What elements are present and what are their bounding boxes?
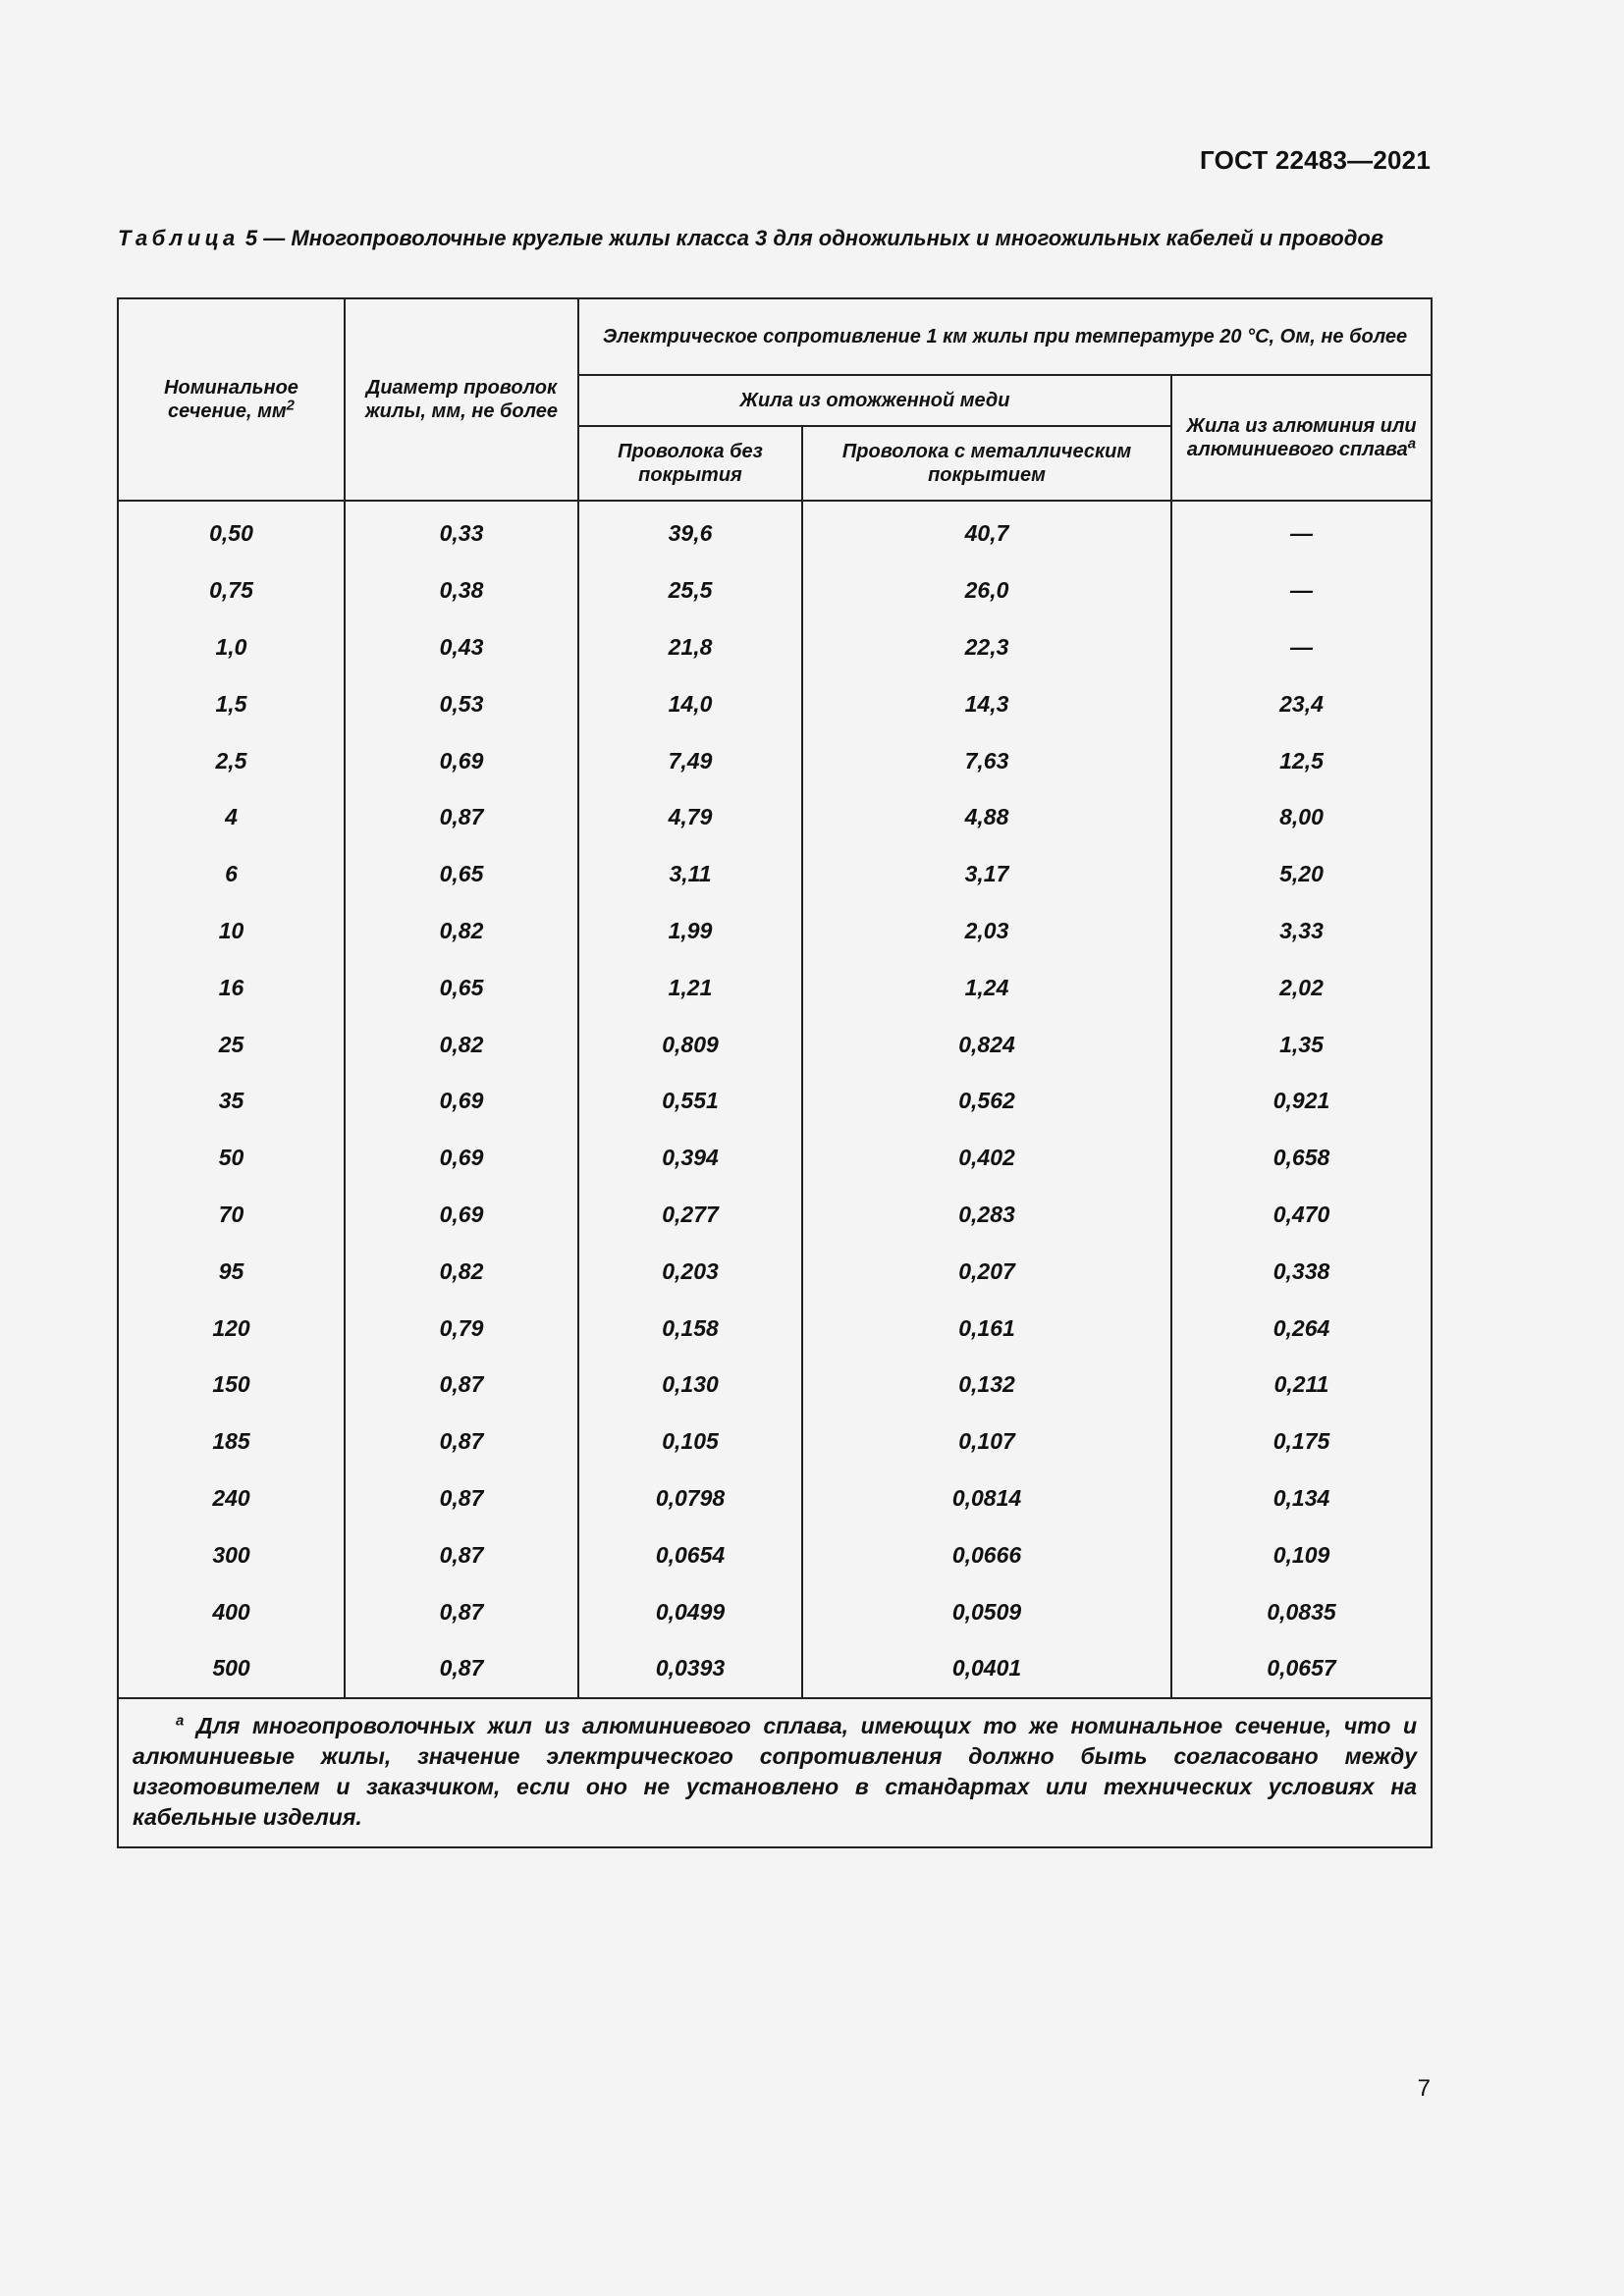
cell-plain-wire: 14,0 xyxy=(578,675,802,732)
cell-coated-wire: 2,03 xyxy=(802,903,1171,960)
cell-nominal-section: 400 xyxy=(118,1583,345,1640)
cell-coated-wire: 40,7 xyxy=(802,501,1171,562)
page-number: 7 xyxy=(1417,2075,1431,2102)
cell-aluminium: 0,470 xyxy=(1171,1187,1432,1244)
header-coated-wire: Проволока с металлическим покрытием xyxy=(802,426,1171,501)
table-row xyxy=(118,1357,1432,1414)
cell-aluminium: 23,4 xyxy=(1171,675,1432,732)
header-annealed-copper: Жила из отожженной меди xyxy=(578,375,1171,426)
cell-wire-diameter: 0,87 xyxy=(345,1414,578,1470)
cell-plain-wire: 1,21 xyxy=(578,959,802,1016)
cell-wire-diameter: 0,82 xyxy=(345,903,578,960)
cell-plain-wire: 0,394 xyxy=(578,1130,802,1187)
cell-coated-wire: 0,207 xyxy=(802,1243,1171,1300)
cell-coated-wire: 0,283 xyxy=(802,1187,1171,1244)
cell-wire-diameter: 0,82 xyxy=(345,1016,578,1073)
cell-aluminium: 1,35 xyxy=(1171,1016,1432,1073)
cell-coated-wire: 0,0509 xyxy=(802,1583,1171,1640)
cell-plain-wire: 0,130 xyxy=(578,1357,802,1414)
table-row xyxy=(118,846,1432,903)
cell-nominal-section: 120 xyxy=(118,1300,345,1357)
table-caption xyxy=(118,224,1432,252)
table-row xyxy=(118,1187,1432,1244)
cell-wire-diameter: 0,82 xyxy=(345,1243,578,1300)
header-wire-diameter: Диаметр проволок жилы, мм, не более xyxy=(345,298,578,501)
cell-coated-wire: 7,63 xyxy=(802,732,1171,789)
table-row xyxy=(118,1470,1432,1527)
cell-coated-wire: 0,402 xyxy=(802,1130,1171,1187)
cell-aluminium: 8,00 xyxy=(1171,789,1432,846)
cell-wire-diameter: 0,69 xyxy=(345,1073,578,1130)
cell-coated-wire: 0,0814 xyxy=(802,1470,1171,1527)
table-row xyxy=(118,562,1432,619)
table-row xyxy=(118,675,1432,732)
table-row xyxy=(118,619,1432,676)
cell-nominal-section: 1,5 xyxy=(118,675,345,732)
cell-plain-wire: 0,809 xyxy=(578,1016,802,1073)
cell-plain-wire: 25,5 xyxy=(578,562,802,619)
caption-text: — Многопроволочные круглые жилы класса 3 для одножильных и многожильных кабелей и проводов xyxy=(263,226,1384,250)
cell-aluminium: 0,338 xyxy=(1171,1243,1432,1300)
cell-plain-wire: 0,277 xyxy=(578,1187,802,1244)
cell-nominal-section: 2,5 xyxy=(118,732,345,789)
header-nominal-section: Номинальное сечение, $мм^2$ xyxy=(118,298,345,501)
cell-plain-wire: 0,0393 xyxy=(578,1640,802,1698)
table-row xyxy=(118,732,1432,789)
table-row xyxy=(118,1640,1432,1698)
cell-coated-wire: 0,0666 xyxy=(802,1526,1171,1583)
cell-coated-wire: 0,562 xyxy=(802,1073,1171,1130)
cell-nominal-section: 240 xyxy=(118,1470,345,1527)
cell-plain-wire: 0,203 xyxy=(578,1243,802,1300)
resistance-table xyxy=(117,297,1433,1848)
cell-coated-wire: 0,0401 xyxy=(802,1640,1171,1698)
cell-coated-wire: 0,132 xyxy=(802,1357,1171,1414)
cell-nominal-section: 6 xyxy=(118,846,345,903)
table-row xyxy=(118,1414,1432,1470)
cell-aluminium: 0,0657 xyxy=(1171,1640,1432,1698)
header-resistance: Электрическое сопротивление 1 км жилы при температуре 20 °С, Ом, не более xyxy=(578,298,1432,375)
header-plain-wire: Проволока без покрытия xyxy=(578,426,802,501)
cell-aluminium: 0,134 xyxy=(1171,1470,1432,1527)
cell-plain-wire: 0,0654 xyxy=(578,1526,802,1583)
cell-plain-wire: 4,79 xyxy=(578,789,802,846)
cell-nominal-section: 185 xyxy=(118,1414,345,1470)
cell-wire-diameter: 0,87 xyxy=(345,1583,578,1640)
cell-plain-wire: 1,99 xyxy=(578,903,802,960)
cell-coated-wire: 0,161 xyxy=(802,1300,1171,1357)
cell-wire-diameter: 0,65 xyxy=(345,959,578,1016)
cell-plain-wire: 0,0798 xyxy=(578,1470,802,1527)
cell-plain-wire: 7,49 xyxy=(578,732,802,789)
cell-wire-diameter: 0,87 xyxy=(345,1526,578,1583)
cell-nominal-section: 10 xyxy=(118,903,345,960)
cell-nominal-section: 4 xyxy=(118,789,345,846)
cell-nominal-section: 95 xyxy=(118,1243,345,1300)
cell-plain-wire: 0,158 xyxy=(578,1300,802,1357)
cell-wire-diameter: 0,69 xyxy=(345,1187,578,1244)
cell-aluminium: — xyxy=(1171,501,1432,562)
cell-wire-diameter: 0,79 xyxy=(345,1300,578,1357)
header-aluminium: Жила из алюминия или алюминиевого сплава$^a$ xyxy=(1171,375,1432,501)
cell-wire-diameter: 0,87 xyxy=(345,1357,578,1414)
table-row xyxy=(118,1583,1432,1640)
cell-wire-diameter: 0,38 xyxy=(345,562,578,619)
cell-aluminium: 3,33 xyxy=(1171,903,1432,960)
table-header xyxy=(118,298,1432,501)
table-footnote xyxy=(118,1698,1432,1847)
cell-coated-wire: 4,88 xyxy=(802,789,1171,846)
cell-wire-diameter: 0,69 xyxy=(345,732,578,789)
cell-aluminium: — xyxy=(1171,619,1432,676)
cell-nominal-section: 50 xyxy=(118,1130,345,1187)
cell-coated-wire: 0,824 xyxy=(802,1016,1171,1073)
table-row xyxy=(118,959,1432,1016)
cell-aluminium: 0,921 xyxy=(1171,1073,1432,1130)
table-row xyxy=(118,903,1432,960)
cell-aluminium: 5,20 xyxy=(1171,846,1432,903)
caption-number: 5 xyxy=(244,226,258,250)
cell-coated-wire: 22,3 xyxy=(802,619,1171,676)
cell-nominal-section: 70 xyxy=(118,1187,345,1244)
table-row xyxy=(118,1016,1432,1073)
cell-aluminium: 0,0835 xyxy=(1171,1583,1432,1640)
table-row xyxy=(118,1243,1432,1300)
cell-nominal-section: 150 xyxy=(118,1357,345,1414)
cell-wire-diameter: 0,53 xyxy=(345,675,578,732)
cell-wire-diameter: 0,87 xyxy=(345,1640,578,1698)
document-code: ГОСТ 22483—2021 xyxy=(1200,145,1431,175)
cell-nominal-section: 25 xyxy=(118,1016,345,1073)
footnote-text: Для многопроволочных жил из алюминиевого сплава, имеющих то же номинальное сечение, что и алюминиевые жилы, значение электрического сопротивления должно быть согласовано между изготовителем и заказчиком, если оно не установлено в стандартах или технических условиях на кабельные изделия. xyxy=(133,1712,1418,1830)
cell-plain-wire: 0,105 xyxy=(578,1414,802,1470)
table-row xyxy=(118,1130,1432,1187)
table-row xyxy=(118,789,1432,846)
cell-coated-wire: 1,24 xyxy=(802,959,1171,1016)
table-row xyxy=(118,1300,1432,1357)
cell-aluminium: 0,211 xyxy=(1171,1357,1432,1414)
cell-plain-wire: 21,8 xyxy=(578,619,802,676)
cell-coated-wire: 26,0 xyxy=(802,562,1171,619)
cell-coated-wire: 3,17 xyxy=(802,846,1171,903)
cell-nominal-section: 0,75 xyxy=(118,562,345,619)
table-row xyxy=(118,501,1432,562)
cell-aluminium: 0,109 xyxy=(1171,1526,1432,1583)
cell-wire-diameter: 0,65 xyxy=(345,846,578,903)
cell-plain-wire: 3,11 xyxy=(578,846,802,903)
cell-wire-diameter: 0,87 xyxy=(345,789,578,846)
cell-plain-wire: 39,6 xyxy=(578,501,802,562)
cell-plain-wire: 0,551 xyxy=(578,1073,802,1130)
cell-aluminium: 2,02 xyxy=(1171,959,1432,1016)
cell-nominal-section: 35 xyxy=(118,1073,345,1130)
cell-nominal-section: 16 xyxy=(118,959,345,1016)
table-row xyxy=(118,1073,1432,1130)
caption-prefix: Таблица xyxy=(118,226,240,250)
cell-wire-diameter: 0,87 xyxy=(345,1470,578,1527)
cell-aluminium: 0,658 xyxy=(1171,1130,1432,1187)
table-body xyxy=(118,501,1432,1698)
cell-aluminium: 12,5 xyxy=(1171,732,1432,789)
cell-coated-wire: 14,3 xyxy=(802,675,1171,732)
cell-nominal-section: 300 xyxy=(118,1526,345,1583)
cell-wire-diameter: 0,33 xyxy=(345,501,578,562)
cell-coated-wire: 0,107 xyxy=(802,1414,1171,1470)
cell-aluminium: 0,175 xyxy=(1171,1414,1432,1470)
cell-wire-diameter: 0,43 xyxy=(345,619,578,676)
cell-aluminium: 0,264 xyxy=(1171,1300,1432,1357)
cell-nominal-section: 500 xyxy=(118,1640,345,1698)
footnote-marker: a xyxy=(176,1712,185,1730)
table-row xyxy=(118,1526,1432,1583)
cell-wire-diameter: 0,69 xyxy=(345,1130,578,1187)
cell-plain-wire: 0,0499 xyxy=(578,1583,802,1640)
cell-aluminium: — xyxy=(1171,562,1432,619)
cell-nominal-section: 1,0 xyxy=(118,619,345,676)
cell-nominal-section: 0,50 xyxy=(118,501,345,562)
